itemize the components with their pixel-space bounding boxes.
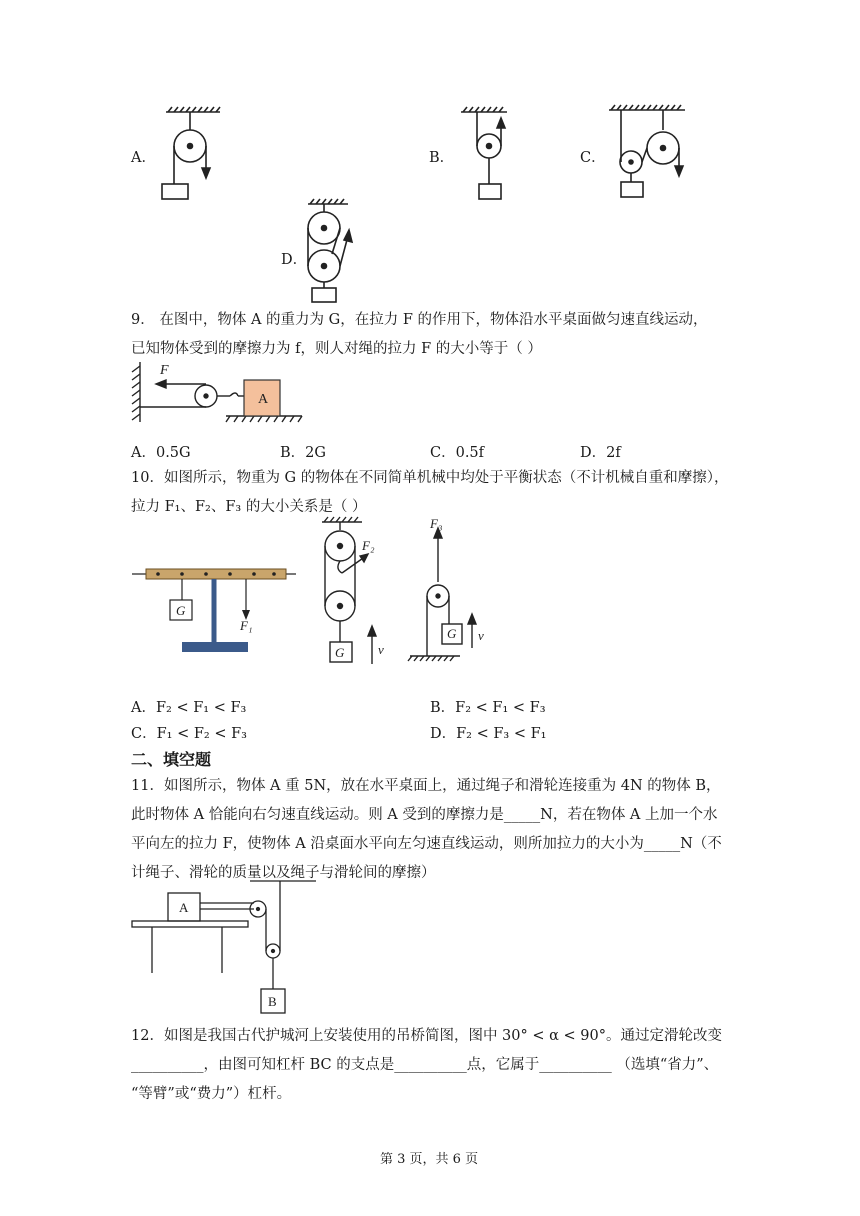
q9-force-label: F <box>160 363 169 378</box>
q10-option-a: A．F₂ < F₁ < F₃ <box>131 700 247 716</box>
q10-option-c: C．F₁ < F₂ < F₃ <box>131 726 247 742</box>
q11-line-4: 计绳子、滑轮的质量以及绳子与滑轮间的摩擦） <box>131 865 436 881</box>
q10-f1-label: F₁ <box>240 618 253 633</box>
q10-option-b: B．F₂ < F₁ < F₃ <box>430 700 546 716</box>
q11-text <box>131 772 731 888</box>
q10-figure <box>126 516 526 676</box>
q12-line-1: 12．如图是我国古代护城河上安装使用的吊桥简图，图中 30° < α < 90°。通过定滑轮改变 <box>131 1028 722 1044</box>
q9-line-2: 已知物体受到的摩擦力为 f，则人对绳的拉力 F 的大小等于（ ） <box>131 341 542 357</box>
q10-line-2: 拉力 F₁、F₂、F₃ 的大小关系是（ ） <box>131 499 367 515</box>
q10-pulley-velocity-label: v <box>478 628 484 643</box>
q9-option-d: D．2f <box>580 445 621 461</box>
q9-figure <box>126 360 306 426</box>
q9-line-1: 9． 在图中，物体 A 的重力为 G，在拉力 F 的作用下，物体沿水平桌面做匀速直线运动， <box>131 312 708 328</box>
q10-line-1: 10．如图所示，物重为 G 的物体在不同简单机械中均处于平衡状态（不计机械自重和摩擦）， <box>131 470 729 486</box>
section-heading: 二、填空题 <box>131 750 212 769</box>
q10-option-d: D．F₂ < F₃ < F₁ <box>430 726 547 742</box>
q9-block-label: A <box>258 392 269 407</box>
q9-option-a: A．0.5G <box>131 445 191 461</box>
q10-block-weight-label: G <box>335 645 345 660</box>
q11-block-a-label: A <box>179 900 189 915</box>
q9-option-c: C．0.5f <box>430 445 485 461</box>
q12-text <box>131 1022 731 1109</box>
q10-f2-label: F₂ <box>362 538 375 553</box>
q10-pulley-weight-label: G <box>447 626 457 641</box>
q11-line-1: 11．如图所示，物体 A 重 5N，放在水平桌面上，通过绳子和滑轮连接重为 4N 的物体 B， <box>131 778 721 794</box>
q10-lever <box>132 569 296 652</box>
q12-line-2: __________，由图可知杠杆 BC 的支点是__________点，它属于__________ （选填“省力”、 <box>131 1057 719 1073</box>
q8-option-c-label: C． <box>580 150 606 166</box>
q8-figure-a <box>158 106 228 206</box>
q10-text <box>131 464 731 522</box>
q11-line-3: 平向左的拉力 F，使物体 A 沿桌面水平向左匀速直线运动，则所加拉力的大小为_____N（不 <box>131 836 722 852</box>
q10-block-velocity-label: v <box>378 642 384 657</box>
q10-movable-pulley <box>408 528 476 661</box>
q9-text <box>131 306 731 364</box>
page-footer: 第 3 页，共 6 页 <box>380 1152 479 1167</box>
q12-line-3: “等臂”或“费力”）杠杆。 <box>131 1086 292 1102</box>
q8-option-d-label: D． <box>281 252 308 268</box>
q11-line-2: 此时物体 A 恰能向右匀速直线运动。则 A 受到的摩擦力是_____N，若在物体 A 上加一个水 <box>131 807 718 823</box>
q10-f3-label: F₃ <box>430 516 443 531</box>
q8-figure-b <box>457 106 517 206</box>
q8-option-b-label: B． <box>429 150 455 166</box>
q10-lever-weight-label: G <box>176 603 186 618</box>
q11-block-b-label: B <box>268 994 277 1009</box>
q8-figure-d <box>302 198 362 308</box>
q11-figure <box>130 877 330 1019</box>
q8-option-a-label: A． <box>131 150 156 166</box>
q9-option-b: B．2G <box>280 445 326 461</box>
q8-figure-c <box>603 104 693 204</box>
